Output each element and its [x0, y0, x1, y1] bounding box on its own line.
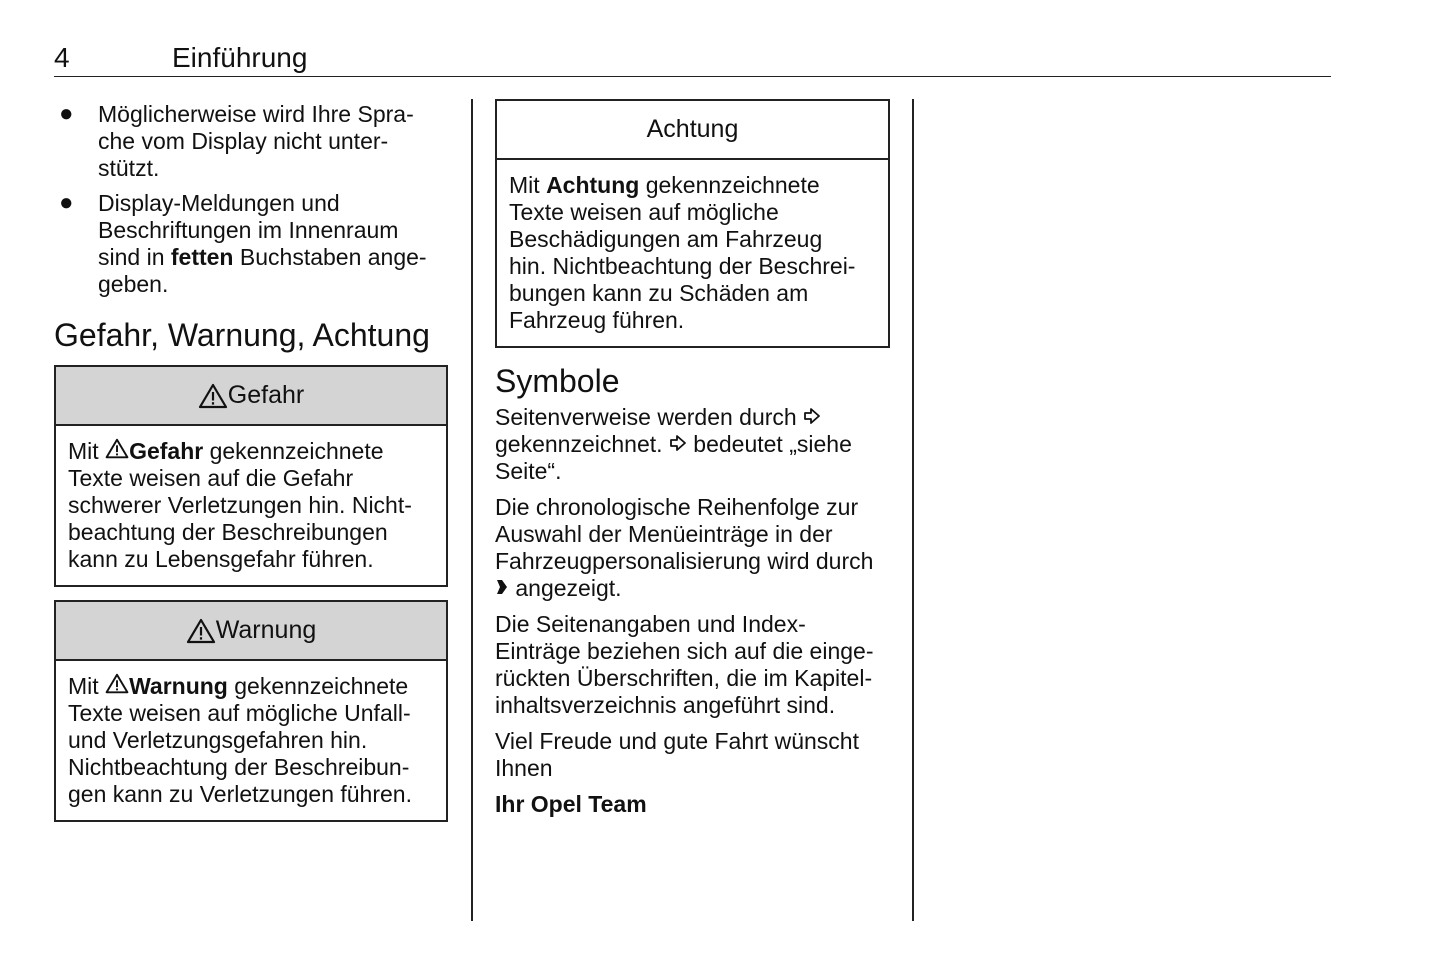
warning-triangle-icon [105, 673, 129, 694]
caution-box-header [497, 101, 888, 160]
chapter-title: Einführung [172, 42, 308, 73]
warning-term: Warnung [129, 673, 228, 699]
paragraph: Die Seitenangaben und Index- Einträge beziehen sich auf die einge- rückten Überschriften, die im Kapitel- inhaltsverzeichnis angeführt sind. [495, 611, 874, 718]
signature-text: Ihr Opel Team [495, 791, 647, 817]
signature [495, 791, 890, 818]
page-reference-arrow-icon [669, 434, 687, 452]
bold-term: fetten [170, 244, 234, 270]
warning-triangle-icon [198, 383, 228, 409]
page-reference-arrow-icon [803, 407, 821, 425]
body-text: bedeutet „siehe Seite“. [495, 431, 852, 484]
danger-box-header [56, 367, 446, 426]
danger-box-title: Gefahr [227, 381, 305, 409]
paragraph [495, 494, 890, 602]
paragraph: Viel Freude und gute Fahrt wünscht Ihnen [495, 728, 859, 781]
warning-box-header [56, 602, 446, 661]
warning-box [54, 600, 448, 822]
symbols-heading: Symbole [495, 363, 620, 399]
caution-box-title: Achtung [646, 115, 739, 143]
body-text: angezeigt. [509, 575, 622, 601]
menu-sequence-arrow-icon [495, 578, 509, 596]
section-heading: Gefahr, Warnung, Achtung [54, 317, 430, 353]
body-text: Die chronologische Reihenfolge zur Auswahl der Menüeinträge in der Fahrzeugpersonalisierung wird durch [495, 494, 874, 574]
body-text: Mit [68, 438, 106, 464]
list-item [54, 101, 448, 182]
body-text: gekennzeichnete Texte weisen auf mögliche Unfall- und Verletzungsgefahren hin. Nichtbeachtung der Beschreibun- gen kann zu Verletzungen führen. [68, 673, 412, 807]
column-divider [912, 99, 914, 921]
middle-column [495, 99, 890, 827]
body-text: Seitenverweise werden durch [495, 404, 804, 430]
danger-term: Gefahr [129, 438, 204, 464]
body-text: gekennzeichnete Texte weisen auf die Gefahr schwerer Verletzungen hin. Nicht- beachtung der Beschreibungen kann zu Lebensgefahr führen. [68, 438, 412, 572]
list-item-text: Möglicherweise wird Ihre Spra- che vom Display nicht unter- stützt. [98, 101, 414, 181]
caution-box-body [497, 160, 888, 346]
bullet-icon: ● [59, 189, 74, 216]
body-text: Mit [68, 673, 106, 699]
page-header [54, 40, 1331, 77]
left-column [54, 101, 448, 822]
warning-box-title: Warnung [215, 616, 317, 644]
warning-box-body [56, 661, 446, 820]
bullet-list [54, 101, 448, 298]
caution-box [495, 99, 890, 348]
paragraph [495, 404, 890, 485]
warning-triangle-icon [105, 438, 129, 459]
list-item [54, 190, 448, 298]
column-divider [471, 99, 473, 921]
warning-triangle-icon [186, 618, 216, 644]
list-item-text: Buchstaben ange- geben. [98, 244, 427, 297]
bullet-icon: ● [59, 100, 74, 127]
caution-term: Achtung [546, 172, 640, 198]
body-text: Mit [509, 172, 547, 198]
danger-box [54, 365, 448, 587]
page-number: 4 [54, 42, 70, 73]
body-text: gekennzeichnet. [495, 431, 663, 457]
danger-box-body [56, 426, 446, 585]
list-item-text: Display-Meldungen und Beschriftungen im Innenraum sind in [98, 190, 399, 270]
body-text: gekennzeichnete Texte weisen auf mögliche Beschädigungen am Fahrzeug hin. Nichtbeachtung der Beschrei- bungen kann zu Schäden am Fahrzeug führen. [509, 172, 856, 333]
